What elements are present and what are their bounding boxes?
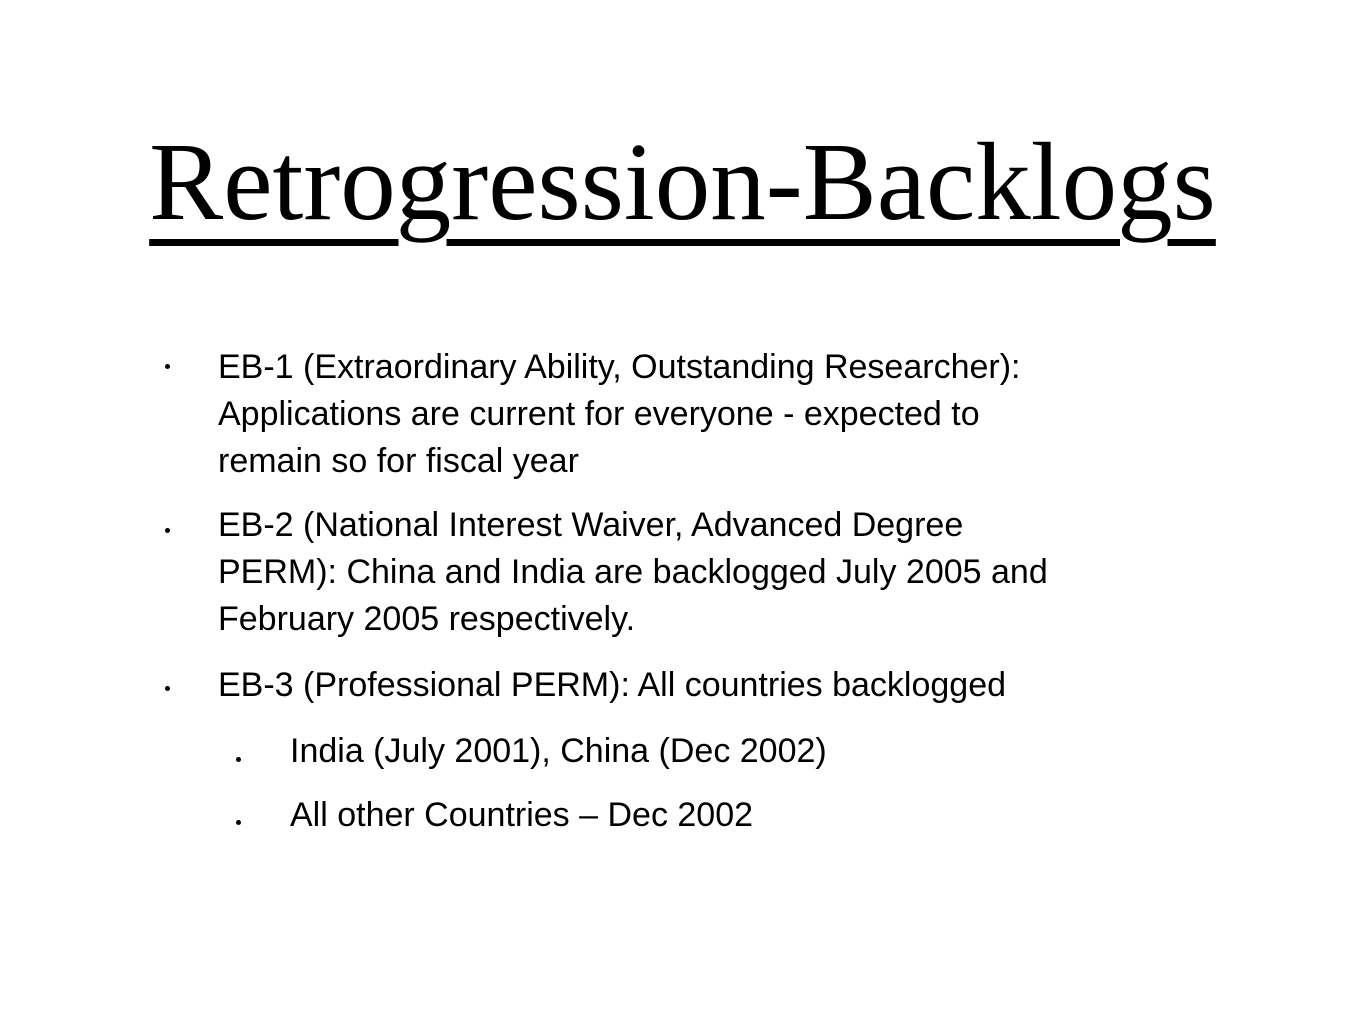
sub-bullet-dot-icon xyxy=(236,820,241,825)
sub-bullet-line: All other Countries – Dec 2002 xyxy=(290,796,754,834)
sub-bullet-text xyxy=(290,728,827,775)
bullet-dot-icon xyxy=(165,686,170,691)
bullet-text xyxy=(218,344,1021,485)
bullet-text xyxy=(218,502,1048,643)
bullet-line: EB-1 (Extraordinary Ability, Outstanding Researcher): xyxy=(218,348,1021,386)
sub-bullet-dot-icon xyxy=(236,757,241,762)
bullet-line: EB-3 (Professional PERM): All countries backlogged xyxy=(218,666,1007,704)
bullet-line: PERM): China and India are backlogged July 2005 and xyxy=(218,553,1048,591)
slide-title xyxy=(0,118,1365,248)
bullet-line: EB-2 (National Interest Waiver, Advanced Degree xyxy=(218,506,964,544)
sub-bullet-text xyxy=(290,792,753,839)
bullet-line: remain so for fiscal year xyxy=(218,442,579,480)
slide-title-text: Retrogression-Backlogs xyxy=(149,121,1216,244)
bullet-dot-icon xyxy=(165,364,170,369)
bullet-text xyxy=(218,662,1006,709)
bullet-line: Applications are current for everyone - expected to xyxy=(218,395,980,433)
bullet-line: February 2005 respectively. xyxy=(218,600,636,638)
sub-bullet-line: India (July 2001), China (Dec 2002) xyxy=(290,732,827,770)
bullet-dot-icon xyxy=(165,528,170,533)
